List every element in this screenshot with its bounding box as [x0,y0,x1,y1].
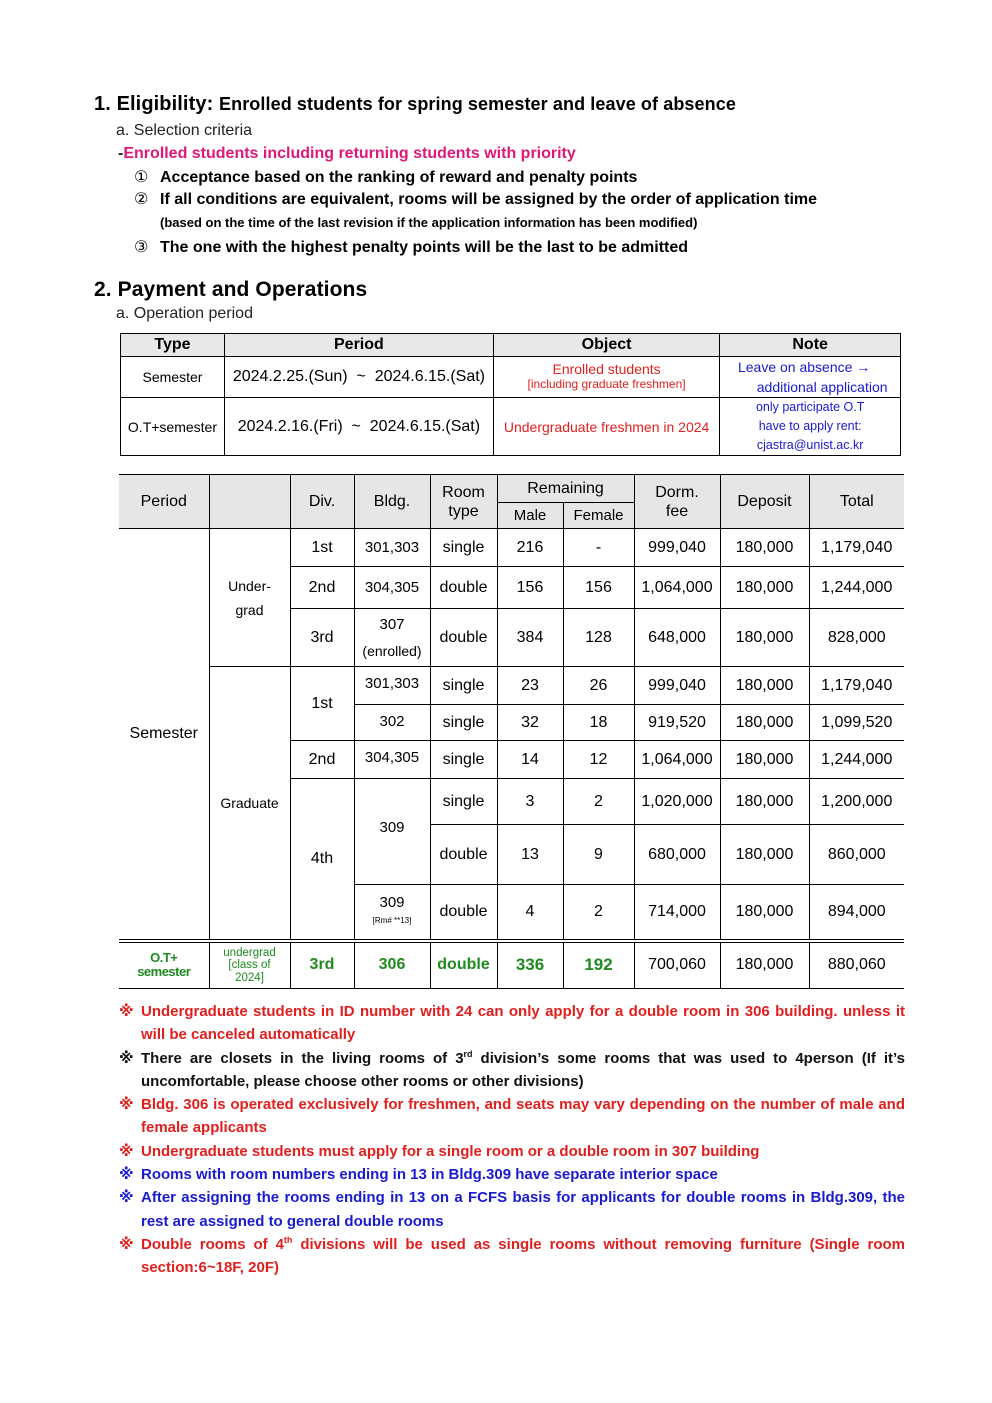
note-cell [720,398,901,456]
dorm-fee-cell: 648,000 [634,609,720,667]
male-cell: 336 [497,941,563,989]
header-room-type-line: type [448,502,479,520]
bldg-cell: 301,303 [354,529,430,567]
total-cell: 1,179,040 [809,667,904,705]
total-cell: 880,060 [809,941,904,989]
header-female: Female [563,503,634,529]
div-cell: 2nd [290,567,354,609]
section-title: Payment and Operations [117,278,368,301]
section-subtitle: Enrolled students for spring semester and leave of absence [219,94,736,114]
bldg-sub: [Rm# **13] [372,915,412,925]
criterion-3 [134,237,688,257]
header-group [209,475,290,529]
div-cell: 4th [290,779,354,941]
object-cell [493,398,719,456]
note-text: There are closets in the living rooms of 3 [141,1049,464,1067]
male-cell: 23 [497,667,563,705]
reference-mark-icon: ※ [119,1235,134,1253]
note-item [119,1163,905,1186]
bldg-cell: 302 [354,705,430,741]
male-cell: 384 [497,609,563,667]
period-cell [224,398,493,456]
note-text: divisions will be used as single rooms without removing furniture (Single room section:6~18F, 20F) [141,1235,905,1277]
note-email: cjastra@unist.ac.kr [756,438,864,452]
header-dorm-fee [634,475,720,529]
room-type-cell: single [430,667,497,705]
header-period: Period [119,475,209,529]
room-type-cell: double [430,567,497,609]
header-dorm-fee-line: Dorm. [655,483,699,501]
group-graduate-cell: Graduate [209,667,290,941]
header-room-type [430,475,497,529]
bldg-cell: 306 [354,941,430,989]
group-ot-cell [209,941,290,989]
priority-line [118,145,576,163]
period-value: 2024.2.25.(Sun) ~ 2024.6.15.(Sat) [232,368,485,385]
room-type-cell: double [430,941,497,989]
div-cell: 1st [290,529,354,567]
deposit-cell: 180,000 [720,705,809,741]
total-cell: 1,099,520 [809,705,904,741]
female-cell: 128 [563,609,634,667]
header-dorm-fee-line: fee [665,502,689,520]
female-cell: 2 [563,779,634,825]
criterion-2-note: (based on the time of the last revision if the application information has been modified) [160,215,698,230]
table-row [121,357,901,398]
note-text: After assigning the rooms ending in 13 on a FCFS basis for applicants for double rooms in Bldg.309, the rest are assigned to general double rooms [141,1189,905,1230]
deposit-cell: 180,000 [720,667,809,705]
reference-mark-icon: ※ [119,1003,134,1020]
room-type-cell: double [430,609,497,667]
bldg-cell: 309 [354,779,430,885]
header-room-type-line: Room [442,483,485,501]
reference-mark-icon: ※ [119,1049,134,1067]
table-row-ot [119,941,904,989]
header-total: Total [809,475,904,529]
section-1-heading [94,93,736,116]
total-cell: 1,200,000 [809,779,904,825]
dorm-fee-cell: 1,020,000 [634,779,720,825]
note-item [119,1047,905,1094]
note-line: additional application [756,379,888,395]
period-ot-line: semester [137,964,191,980]
criterion-number: ① [134,169,149,186]
section-number: 2. [94,278,112,301]
total-cell: 1,179,040 [809,529,904,567]
male-cell: 14 [497,741,563,779]
deposit-cell: 180,000 [720,825,809,885]
total-cell: 860,000 [809,825,904,885]
header-remaining: Remaining [497,475,634,503]
male-cell: 3 [497,779,563,825]
criterion-text: The one with the highest penalty points will be the last to be admitted [160,239,689,256]
table-row [119,529,904,567]
total-cell: 894,000 [809,885,904,941]
note-item [119,1186,905,1233]
table-row [119,667,904,705]
female-cell: 2 [563,885,634,941]
header-period: Period [224,334,493,357]
male-cell: 156 [497,567,563,609]
note-cell [720,357,901,398]
group-label-line: grad [235,601,264,618]
dorm-fee-cell: 999,040 [634,667,720,705]
reference-mark-icon: ※ [119,1166,134,1184]
bldg-cell [354,885,430,941]
period-cell [224,357,493,398]
reference-mark-icon: ※ [119,1096,134,1114]
note-superscript: th [283,1234,293,1245]
div-cell: 2nd [290,741,354,779]
type-value: O.T+semester [127,418,218,435]
operation-period-table [120,333,901,456]
bldg-cell: 304,305 [354,567,430,609]
fee-table [119,474,904,989]
deposit-cell: 180,000 [720,529,809,567]
notes-list [119,1000,905,1280]
div-cell: 1st [290,667,354,741]
type-cell [121,357,225,398]
female-cell: 12 [563,741,634,779]
selection-criteria-label: a. Selection criteria [116,122,253,139]
priority-text: Enrolled students including returning students with priority [123,145,576,162]
object-cell [493,357,719,398]
bldg-number: 307 [379,615,405,633]
note-text: Undergraduate students in ID number with 24 can only apply for a double room in 306 building. unless it will be canceled automatically [141,1003,905,1044]
criterion-1 [134,167,637,187]
note-line: Leave on absence → [737,359,871,375]
operation-period-label: a. Operation period [116,305,253,322]
dorm-fee-cell: 1,064,000 [634,741,720,779]
dorm-fee-cell: 714,000 [634,885,720,941]
female-cell: 9 [563,825,634,885]
bldg-number: 309 [379,893,405,911]
deposit-cell: 180,000 [720,567,809,609]
object-main: Enrolled students [552,361,661,377]
deposit-cell: 180,000 [720,741,809,779]
group-ot-line: undergrad [223,946,276,959]
object-main: Undergraduate freshmen in 2024 [503,418,710,435]
room-type-cell: single [430,779,497,825]
note-text: Bldg. 306 is operated exclusively for freshmen, and seats may vary depending on the number of male and female applicants [141,1096,905,1137]
section-title: Eligibility [116,93,207,115]
male-cell: 13 [497,825,563,885]
female-cell: - [563,529,634,567]
note-text: Undergraduate students must apply for a single room or a double room in 307 building [141,1142,760,1160]
note-superscript: rd [463,1048,473,1059]
header-note: Note [720,334,901,357]
note-text: Rooms with room numbers ending in 13 in Bldg.309 have separate interior space [141,1166,718,1184]
header-type: Type [121,334,225,357]
male-cell: 216 [497,529,563,567]
group-undergrad-cell [209,529,290,667]
female-cell: 192 [563,941,634,989]
note-item [119,1093,905,1140]
table-header-row [119,475,904,503]
table-row [121,398,901,456]
deposit-cell: 180,000 [720,885,809,941]
dorm-fee-cell: 1,064,000 [634,567,720,609]
dorm-fee-cell: 680,000 [634,825,720,885]
dorm-fee-cell: 919,520 [634,705,720,741]
note-text: division’s some rooms that was used to 4person (If it’s uncomfortable, please choose other rooms or other divisions) [141,1049,905,1090]
deposit-cell: 180,000 [720,941,809,989]
total-cell: 828,000 [809,609,904,667]
group-ot-line: [class of [228,959,271,971]
reference-mark-icon: ※ [119,1142,134,1160]
group-ot-line: 2024] [235,971,264,984]
male-cell: 4 [497,885,563,941]
criterion-number: ③ [134,239,149,256]
note-item [119,1233,905,1280]
criterion-text: If all conditions are equivalent, rooms will be assigned by the order of application time [160,191,818,208]
header-object: Object [493,334,719,357]
div-cell: 3rd [290,941,354,989]
total-cell: 1,244,000 [809,567,904,609]
dorm-fee-cell: 700,060 [634,941,720,989]
criterion-text: Acceptance based on the ranking of reward and penalty points [160,169,638,186]
period-semester-cell: Semester [119,529,209,941]
section-2-heading [94,278,367,302]
bldg-cell [354,609,430,667]
room-type-cell: double [430,825,497,885]
room-type-cell: single [430,529,497,567]
period-ot-cell [119,941,209,989]
note-text: Double rooms of 4 [141,1235,284,1253]
deposit-cell: 180,000 [720,609,809,667]
note-line: have to apply rent: [758,419,862,433]
group-label-line: Under- [228,577,271,594]
type-value: Semester [142,369,203,385]
header-deposit: Deposit [720,475,809,529]
note-line: only participate O.T [755,400,865,414]
header-bldg: Bldg. [354,475,430,529]
female-cell: 156 [563,567,634,609]
dorm-fee-cell: 999,040 [634,529,720,567]
priority-dash: - [118,145,124,162]
female-cell: 26 [563,667,634,705]
header-male: Male [497,503,563,529]
bldg-cell: 304,305 [354,741,430,779]
bldg-cell: 301,303 [354,667,430,705]
deposit-cell: 180,000 [720,779,809,825]
section-title-suffix: : [206,93,214,115]
bldg-sub: (enrolled) [362,642,422,659]
reference-mark-icon: ※ [119,1189,134,1207]
period-value: 2024.2.16.(Fri) ~ 2024.6.15.(Sat) [237,417,481,435]
note-item [119,1140,905,1163]
room-type-cell: double [430,885,497,941]
period-ot-line: O.T+ [150,950,178,966]
header-div: Div. [290,475,354,529]
male-cell: 32 [497,705,563,741]
room-type-cell: single [430,741,497,779]
object-sub: [including graduate freshmen] [527,377,686,391]
criterion-number: ② [134,191,149,208]
type-cell [121,398,225,456]
room-type-cell: single [430,705,497,741]
criterion-2 [134,189,817,209]
note-item [119,1000,905,1047]
table-header-row [121,334,901,357]
total-cell: 1,244,000 [809,741,904,779]
section-number: 1. [94,93,111,115]
female-cell: 18 [563,705,634,741]
div-cell: 3rd [290,609,354,667]
